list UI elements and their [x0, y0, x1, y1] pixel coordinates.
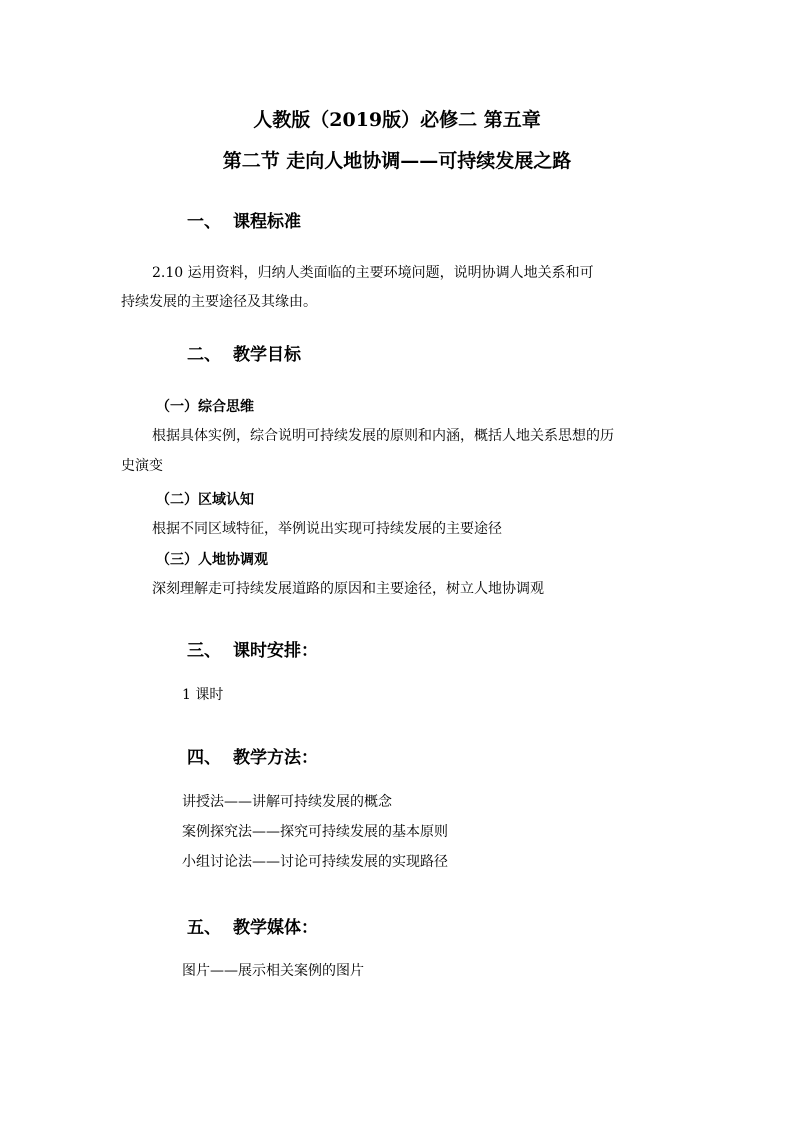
section-title: 教学目标: [233, 345, 301, 365]
paragraph: 根据不同区域特征，举例说出实现可持续发展的主要途径: [152, 521, 502, 537]
paragraph: 2.10 运用资料，归纳人类面临的主要环境问题，说明协调人地关系和可: [152, 265, 594, 281]
section-title: 教学方法：: [233, 748, 318, 768]
paragraph: 图片——展示相关案例的图片: [182, 963, 364, 979]
subheading: （一）综合思维: [156, 399, 254, 415]
doc-title-line1: 人教版（2019版）必修二 第五章: [253, 109, 541, 131]
paragraph: 持续发展的主要途径及其缘由。: [121, 294, 317, 310]
paragraph: 根据具体实例，综合说明可持续发展的原则和内涵，概括人地关系思想的历: [152, 428, 614, 444]
section-number: 三、: [187, 641, 221, 661]
section-heading-1: [187, 207, 301, 232]
section-title: 课程标准: [233, 212, 301, 232]
section-heading-4: [187, 743, 318, 768]
section-number: 五、: [187, 918, 221, 938]
section-number: 一、: [187, 212, 221, 232]
paragraph: 1 课时: [182, 687, 224, 703]
section-number: 四、: [187, 748, 221, 768]
section-heading-2: [187, 340, 301, 365]
section-title: 课时安排：: [233, 641, 318, 661]
section-heading-3: [187, 636, 318, 661]
subheading: （二）区域认知: [156, 492, 254, 508]
paragraph: 深刻理解走可持续发展道路的原因和主要途径，树立人地协调观: [152, 581, 544, 597]
list-item: 讲授法——讲解可持续发展的概念: [182, 794, 392, 810]
list-item: 案例探究法——探究可持续发展的基本原则: [182, 824, 448, 840]
section-heading-5: [187, 913, 318, 938]
doc-title-line2: 第二节 走向人地协调——可持续发展之路: [222, 150, 572, 172]
paragraph: 史演变: [121, 458, 163, 474]
subheading: （三）人地协调观: [156, 552, 268, 568]
list-item: 小组讨论法——讨论可持续发展的实现路径: [182, 854, 448, 870]
section-number: 二、: [187, 345, 221, 365]
section-title: 教学媒体：: [233, 918, 318, 938]
